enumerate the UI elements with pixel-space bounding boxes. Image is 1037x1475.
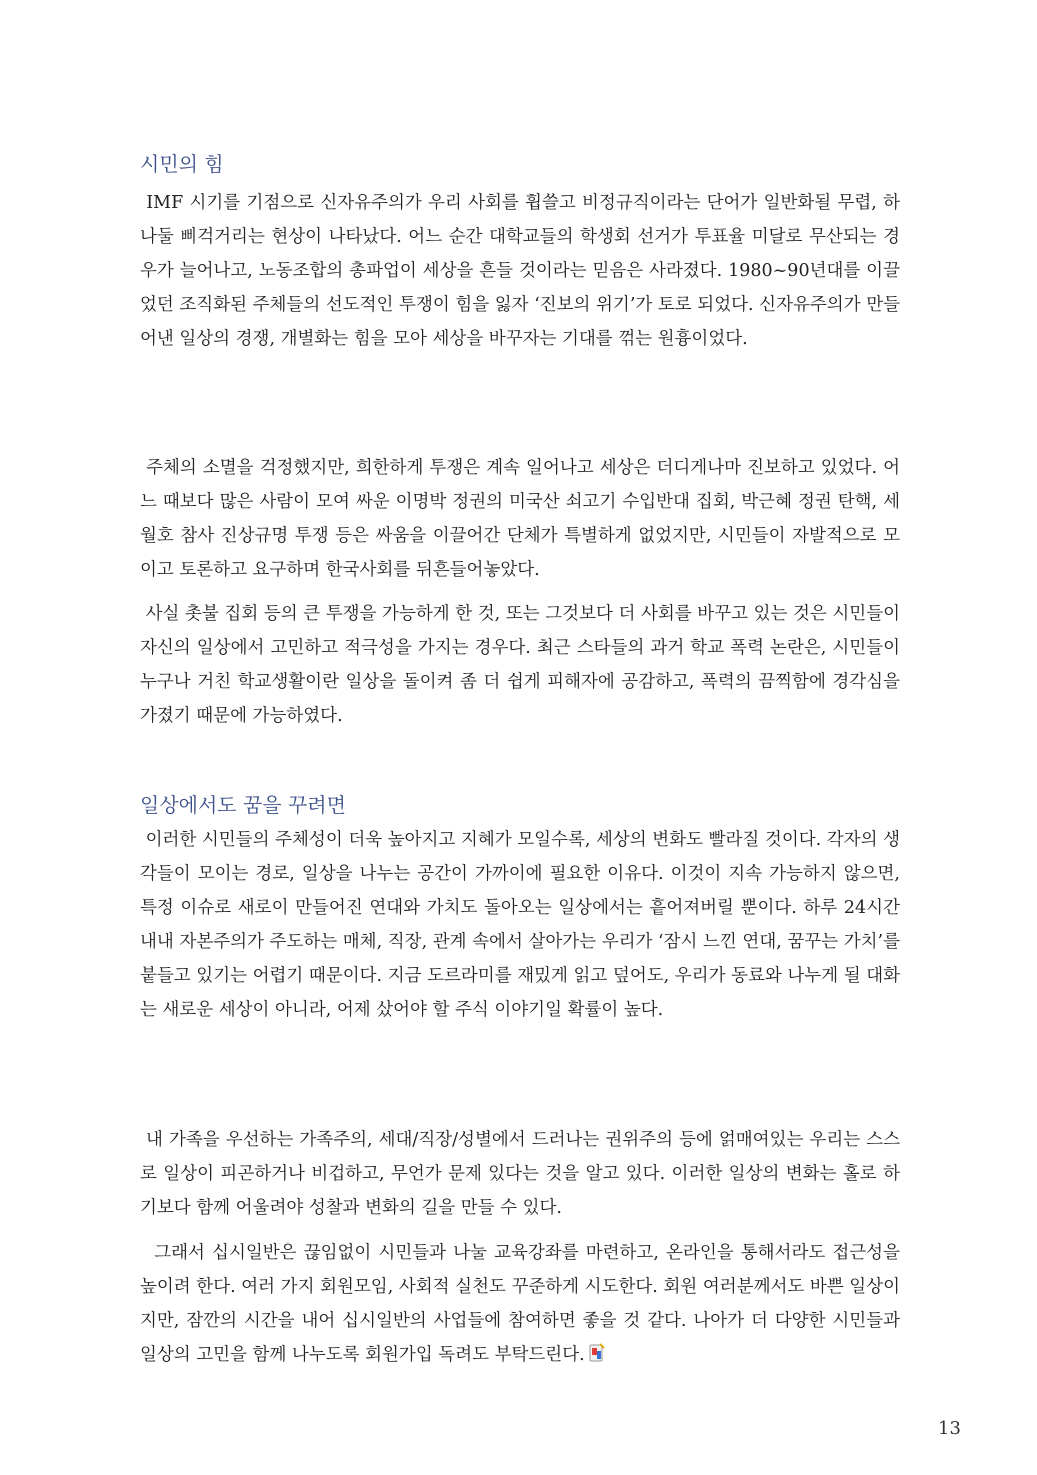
paragraph: 주체의 소멸을 걱정했지만, 희한하게 투쟁은 계속 일어나고 세상은 더디게나마 진보하고 있었다. 어느 때보다 많은 사람이 모여 싸운 이명박 정권의 미국산 쇠고기 수입반대 집회, 박근혜 정권 탄핵, 세월호 참사 진상규명 투쟁 등은 싸움을 이끌어간 단체가 특별하게 없었지만, 시민들이 자발적으로 모이고 토론하고 요구하며 한국사회를 뒤흔들어놓았다. [140, 458, 900, 580]
memo-icon [589, 1341, 605, 1361]
paragraph-text: 그래서 십시일반은 끊임없이 시민들과 나눌 교육강좌를 마련하고, 온라인을 통해서라도 접근성을 높이려 한다. 여러 가지 회원모임, 사회적 실천도 꾸준하게 시도한다. 회원 여러분께서도 바쁜 일상이지만, 잠깐의 시간을 내어 십시일반의 사업들에 참여하면 좋을 것 같다. 나아가 더 다양한 시민들과 일상의 고민을 함께 나누도록 회원가입 독려도 부탁드린다. [140, 1243, 906, 1365]
paragraph: 사실 촛불 집회 등의 큰 투쟁을 가능하게 한 것, 또는 그것보다 더 사회를 바꾸고 있는 것은 시민들이 자신의 일상에서 고민하고 적극성을 가지는 경우다. 최근 스타들의 과거 학교 폭력 논란은, 시민들이 누구나 거친 학교생활이란 일상을 돌이켜 좀 더 쉽게 피해자에 공감하고, 폭력의 끔찍함에 경각심을 가졌기 때문에 가능하였다. [140, 604, 906, 726]
paragraph-with-end-icon [140, 1236, 906, 1372]
paragraph: IMF 시기를 기점으로 신자유주의가 우리 사회를 휩쓸고 비정규직이라는 단어가 일반화될 무렵, 하나둘 삐걱거리는 현상이 나타났다. 어느 순간 대학교들의 학생회 선거가 투표율 미달로 무산되는 경우가 늘어나고, 노동조합의 총파업이 세상을 흔들 것이라는 믿음은 사라졌다. 1980~90년대를 이끌었던 조직화된 주체들의 선도적인 투쟁이 힘을 잃자 ‘진보의 위기’가 토로 되었다. 신자유주의가 만들어낸 일상의 경쟁, 개별화는 힘을 모아 세상을 바꾸자는 기대를 꺾는 원흉이었다. [140, 193, 900, 349]
paragraph: 내 가족을 우선하는 가족주의, 세대/직장/성별에서 드러나는 권위주의 등에 얽매여있는 우리는 스스로 일상이 피곤하거나 비겁하고, 무언가 문제 있다는 것을 알고 있다. 이러한 일상의 변화는 홀로 하기보다 함께 어울려야 성찰과 변화의 길을 만들 수 있다. [140, 1130, 900, 1218]
section-heading-citizens-power: 시민의 힘 [140, 152, 224, 176]
section-heading-dream-daily: 일상에서도 꿈을 꾸려면 [140, 793, 346, 817]
paragraph: 이러한 시민들의 주체성이 더욱 높아지고 지혜가 모일수록, 세상의 변화도 빨라질 것이다. 각자의 생각들이 모이는 경로, 일상을 나누는 공간이 가까이에 필요한 이유다. 이것이 지속 가능하지 않으면, 특정 이슈로 새로이 만들어진 연대와 가치도 돌아오는 일상에서는 흩어져버릴 뿐이다. 하루 24시간 내내 자본주의가 주도하는 매체, 직장, 관계 속에서 살아가는 우리가 ‘잠시 느낀 연대, 꿈꾸는 가치’를 붙들고 있기는 어렵기 때문이다. 지금 도르라미를 재밌게 읽고 덮어도, 우리가 동료와 나누게 될 대화는 새로운 세상이 아니라, 어제 샀어야 할 주식 이야기일 확률이 높다. [140, 830, 906, 1020]
page-number: 13 [938, 1418, 961, 1439]
